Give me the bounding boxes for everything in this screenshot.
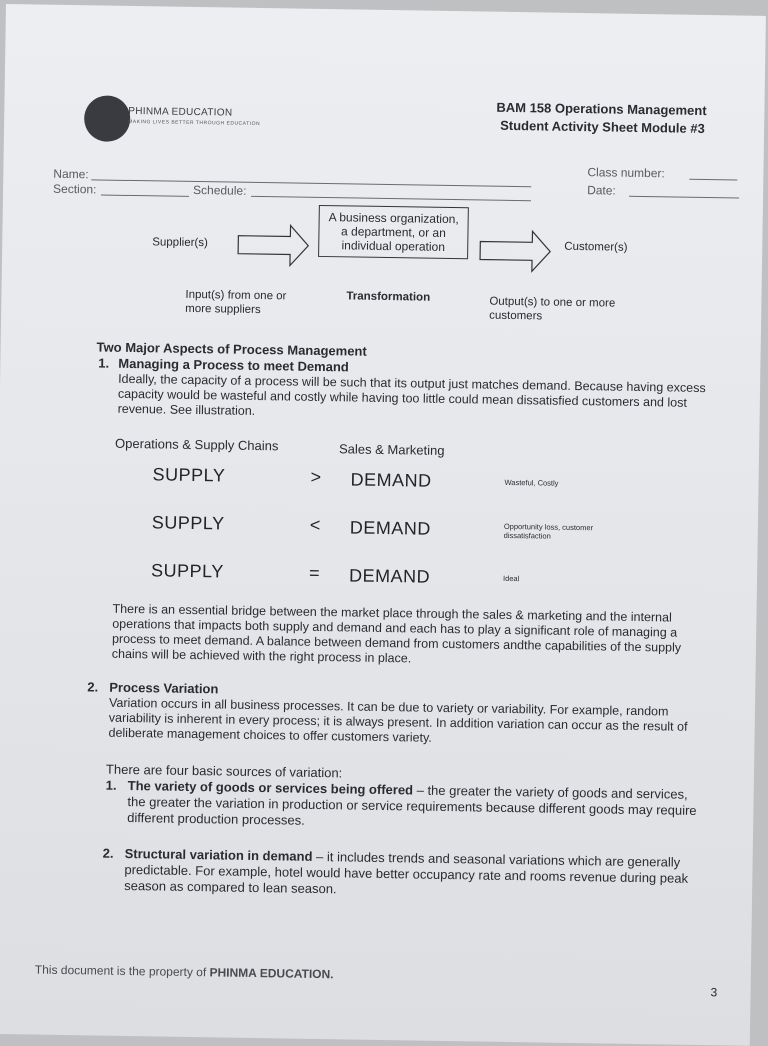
table-row-supply: SUPPLY [151,512,225,534]
footer-owner: PHINMA EDUCATION. [209,965,334,982]
item2-text: Variation occurs in all business processes. It can be due to variety or variability. For example, random variability is inherent in every process; it is always present. In addition variation can occur as the result of deliberate management choices to offer customers variety. [108,695,688,745]
section-heading: Two Major Aspects of Process Management [96,339,367,359]
table-row-operator: > [310,466,322,488]
table-row-demand: DEMAND [350,469,432,491]
footer-property-label: This document is the property of [34,962,207,980]
table-row-supply: SUPPLY [150,560,224,582]
page-number: 3 [710,985,718,1000]
item1-title: Managing a Process to meet Demand [118,355,349,375]
name-label: Name: [53,166,89,182]
item2-number: 2. [87,679,99,695]
table-row-note: Opportunity loss, customer dissatisfaction [503,521,594,541]
table-row-note: Wasteful, Costly [504,477,559,488]
source-number: 2. [102,845,114,861]
source-text: – the greater the variety of goods and services, the greater the variation in production or service requirements because different goods may require different production processes. [127,782,697,828]
output-caption: Output(s) to one or more customers [489,295,616,323]
table-row-operator: = [308,562,321,584]
supplier-label: Supplier(s) [152,236,208,250]
name-field[interactable] [91,179,531,187]
schedule-label: Schedule: [192,182,247,198]
section-field[interactable] [101,195,189,197]
section-label: Section: [52,181,97,197]
item1-text: Ideally, the capacity of a process will be such that its output just matches demand. Because having excess capacity would be wasteful and costly while having too little could mean dissatisfied customers and lost revenue. See illustration. [117,371,706,418]
schedule-field[interactable] [251,196,531,201]
org-tagline: MAKING LIVES BETTER THROUGH EDUCATION [128,118,261,128]
table-row-note: Ideal [502,573,520,584]
source-title: Structural variation in demand [124,845,313,864]
source-item [124,846,705,903]
source-text: – it includes trends and seasonal variations which are generally predictable. For example, hotel would have better occupancy rate and rooms revenue during peak season as compared to lean season. [124,848,689,897]
date-field[interactable] [629,196,739,199]
sources-intro: There are four basic sources of variation: [105,761,343,781]
source-title: The variety of goods or services being offered [127,778,414,798]
customer-label: Customer(s) [564,240,628,254]
sheet-title: Student Activity Sheet Module #3 [500,117,705,136]
source-item [127,778,708,835]
table-col2-header: Sales & Marketing [338,441,445,458]
table-row-demand: DEMAND [348,565,431,587]
source-number: 1. [105,777,117,793]
course-title: BAM 158 Operations Management [496,99,707,119]
date-label: Date: [587,183,616,198]
arrow-right-icon [236,222,313,269]
transformation-label: Transformation [346,290,431,304]
arrow-right-icon [478,227,555,274]
worksheet-page [0,4,766,1046]
bridge-paragraph: There is an essential bridge between the market place through the sales & marketing and the internal operations that impacts both supply and demand and each has to play a significant role of managing a process to meet demand. A balance between demand from customers andthe capabilities of the supply chains will be achieved with the right process in place. [111,601,682,666]
table-col1-header: Operations & Supply Chains [114,435,279,454]
table-row-demand: DEMAND [349,517,431,539]
footer-property-text [35,963,334,982]
item1-number: 1. [98,355,110,371]
item2-title: Process Variation [109,679,219,697]
process-box: A business organization, a department, or an individual operation [318,205,469,259]
class-number-label: Class number: [587,165,665,181]
input-caption: Input(s) from one or more suppliers [185,288,287,317]
table-row-supply: SUPPLY [152,464,226,486]
phinma-logo-icon [84,95,131,142]
org-name: PHINMA EDUCATION [128,105,233,119]
table-row-operator: < [309,514,322,536]
class-number-field[interactable] [689,179,737,181]
